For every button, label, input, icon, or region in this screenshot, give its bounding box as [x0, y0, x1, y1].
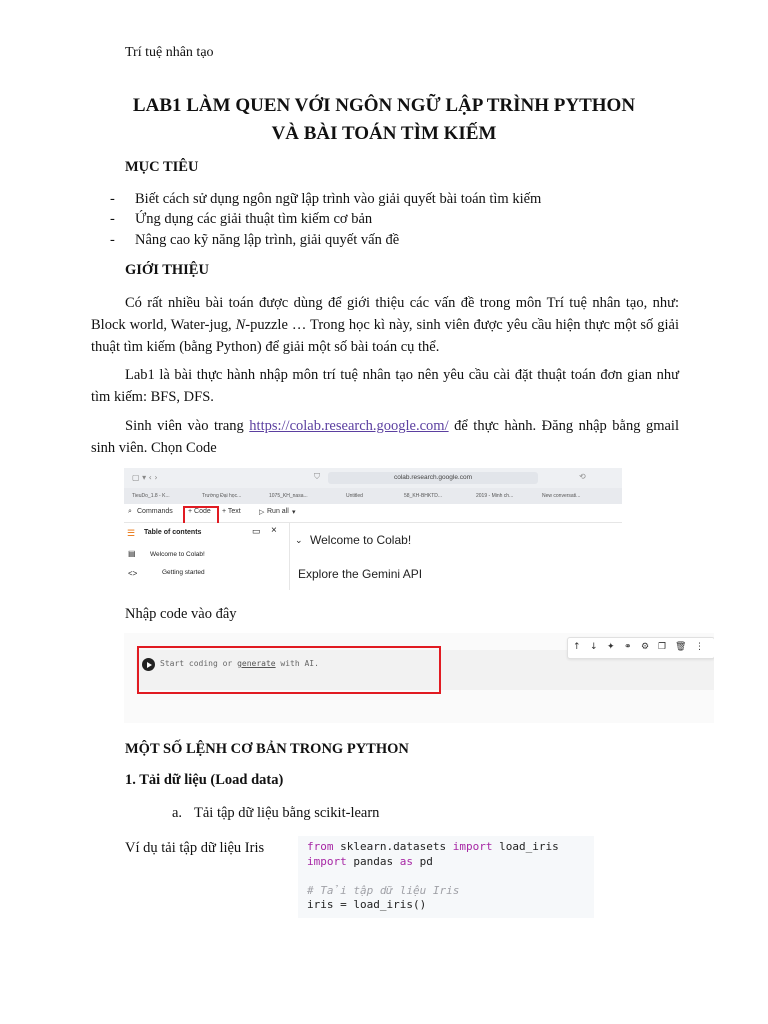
search-icon: ⌕	[128, 508, 132, 515]
intro-paragraph-3	[91, 415, 679, 459]
generate-link: generate	[237, 659, 276, 668]
browser-tab: Untitled	[346, 493, 363, 499]
code-icon: <>	[128, 569, 138, 578]
italic-n: N	[235, 317, 246, 333]
move-up-icon: ↑	[573, 642, 581, 652]
chevron-down-icon: ⌄	[295, 535, 303, 545]
objective-text: Nâng cao kỹ năng lập trình, giải quyết vấn đề	[135, 232, 400, 248]
browser-tab-strip	[124, 488, 622, 504]
code-entry-caption: Nhập code vào đây	[125, 606, 237, 622]
text: Lab1 là bài thực hành nhập môn trí tuệ nhân tạo nên yêu cầu cài đặt thuật toán đơn gian như tìm kiếm: BFS, DFS.	[91, 367, 679, 405]
text: Có rất nhiều bài toán được dùng để giới thiệu các vấn đề trong môn Trí tuệ nhân tạo, như: Block world, Water-jug,	[91, 295, 679, 333]
text: để thực hành. Đăng nhập bằng gmail sinh viên. Chọn Code	[91, 418, 679, 456]
colab-screenshot	[124, 468, 622, 590]
notebook-main	[290, 523, 622, 590]
toc-item: Welcome to Colab!	[150, 551, 205, 558]
text: -puzzle … Trong học kì này, sinh viên được yêu cầu hiện thực một số giải thuật tìm kiếm (bằng Python) để giải một số bài toán cụ thể.	[91, 317, 679, 355]
reload-icon: ⟲	[579, 472, 586, 481]
text: Tải tập dữ liệu bằng scikit-learn	[194, 805, 380, 821]
intro-paragraph-2	[91, 364, 679, 408]
lab-title-line1: LAB1 LÀM QUEN VỚI NGÔN NGỮ LẬP TRÌNH PYTHON	[132, 95, 636, 116]
add-code-button: + Code	[188, 508, 211, 515]
notebook-heading: Welcome to Colab!	[310, 533, 412, 547]
intro-paragraph-1	[91, 292, 679, 358]
move-down-icon: ↓	[590, 642, 598, 652]
toc-title: Table of contents	[144, 529, 202, 536]
browser-tab: TieuDo_1.8 - K...	[132, 493, 170, 499]
copy-icon: ❐	[658, 642, 667, 652]
subsection-a	[172, 803, 379, 823]
gear-icon: ⚙	[641, 642, 650, 652]
browser-nav-icons: ▢ ▾ ‹ ›	[132, 473, 158, 482]
highlight-code-cell	[137, 646, 441, 694]
example-label: Ví dụ tải tập dữ liệu Iris	[125, 840, 265, 856]
chevron-down-icon: ▾	[292, 509, 296, 516]
toc-icon: ☰	[127, 528, 136, 538]
list-marker: a.	[172, 805, 183, 821]
browser-address-bar	[124, 468, 622, 489]
code-text: from sklearn.datasets import load_iris import pandas as pd # Tải tập dữ liệu Iris iris = load_iris()	[307, 840, 559, 911]
code-cell-screenshot	[124, 633, 714, 723]
text: with AI.	[275, 659, 319, 668]
objective-item	[110, 209, 372, 229]
url-field: colab.research.google.com	[328, 472, 538, 484]
cell-toolbar	[567, 637, 714, 659]
lab-title-line2: VÀ BÀI TOÁN TÌM KIẾM	[271, 123, 497, 144]
close-icon: ×	[271, 525, 277, 536]
play-icon: ▷	[259, 509, 265, 516]
run-all-button: Run all	[267, 508, 289, 515]
more-icon: ⋮	[695, 642, 704, 652]
shield-icon: ⛉	[314, 472, 320, 481]
browser-tab: Trường Đại học...	[202, 493, 242, 499]
link-icon: ⚭	[624, 642, 632, 652]
toc-item: Getting started	[162, 569, 205, 576]
bullet-marker: -	[110, 191, 115, 207]
file-icon: ▤	[128, 549, 136, 558]
browser-tab: 58_KH-BHKTD...	[404, 493, 443, 499]
text: Sinh viên vào trang	[125, 418, 250, 434]
code-block	[298, 836, 594, 918]
section-1-heading: 1. Tải dữ liệu (Load data)	[125, 772, 284, 788]
commands-heading: MỘT SỐ LỆNH CƠ BẢN TRONG PYTHON	[125, 741, 409, 757]
delete-icon: 🗑	[675, 642, 687, 652]
colab-link[interactable]: https://colab.research.google.com/	[249, 418, 449, 434]
browser-tab: 2019 - Minh ch...	[476, 493, 514, 499]
objectives-heading: MỤC TIÊU	[125, 159, 199, 175]
intro-heading: GIỚI THIỆU	[125, 262, 209, 278]
browser-tab: 1075_KH_nasa...	[269, 493, 308, 499]
course-header: Trí tuệ nhân tạo	[125, 45, 214, 60]
commands-button: Commands	[137, 508, 173, 515]
objective-text: Ứng dụng các giải thuật tìm kiếm cơ bản	[135, 211, 373, 227]
add-text-button: + Text	[222, 508, 241, 515]
sparkle-icon: ✦	[607, 642, 615, 652]
window-icon: ▭	[252, 526, 261, 536]
objective-text: Biết cách sử dụng ngôn ngữ lập trình vào giải quyết bài toán tìm kiếm	[135, 191, 542, 207]
notebook-subheading: Explore the Gemini API	[298, 567, 423, 581]
toc-sidebar	[124, 523, 290, 590]
objective-item	[110, 230, 399, 250]
objective-item	[110, 189, 541, 209]
text: Start coding or	[160, 659, 238, 668]
bullet-marker: -	[110, 211, 115, 227]
browser-tab: New conversati...	[542, 493, 581, 499]
bullet-marker: -	[110, 232, 115, 248]
